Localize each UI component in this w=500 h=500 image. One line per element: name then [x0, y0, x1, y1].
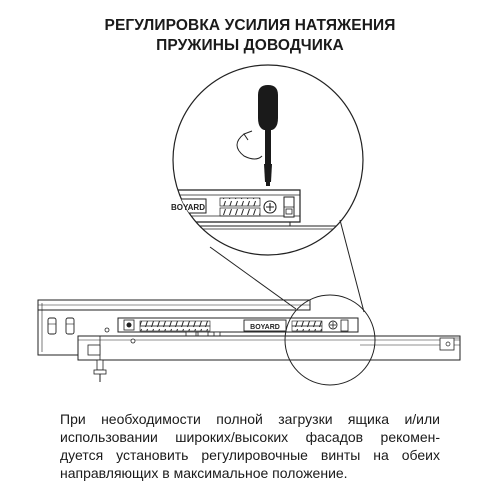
caption-line-2: использовании широких/высоких фасадов рекомен-	[60, 429, 440, 445]
instruction-text	[60, 410, 440, 482]
title-line-2: ПРУЖИНЫ ДОВОДЧИКА	[156, 37, 344, 54]
caption-line-3: дуется установить регулировочные винты на обеих	[60, 447, 440, 463]
title-line-1: РЕГУЛИРОВКА УСИЛИЯ НАТЯЖЕНИЯ	[104, 17, 396, 34]
caption-line-1: При необходимости полной загрузки ящика и/или	[60, 411, 440, 427]
brand-label-zoom: BOYARD	[171, 203, 205, 212]
brand-label-main: BOYARD	[250, 324, 280, 331]
caption-line-4: направляющих в максимальное положение.	[60, 465, 348, 481]
zoom-detail	[165, 65, 370, 265]
